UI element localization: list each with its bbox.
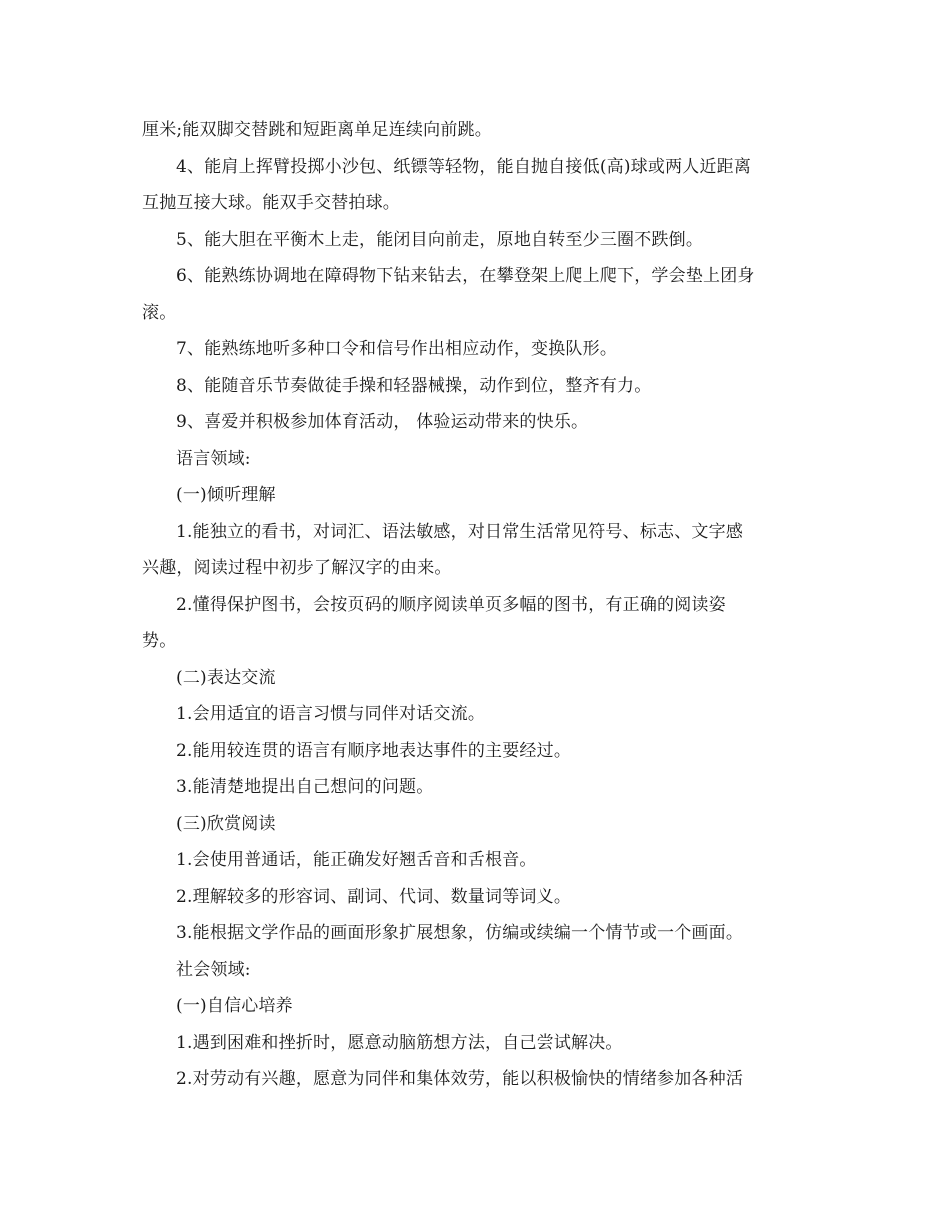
text-line: 2.理解较多的形容词、副词、代词、数量词等词义。 [176,886,572,907]
subsection-heading: (二)表达交流 [176,667,276,688]
text-line: 9、喜爱并积极参加体育活动， 体验运动带来的快乐。 [176,412,589,432]
text-line: 厘米;能双脚交替跳和短距离单足连续向前跳。 [142,120,492,140]
text-line: 1.能独立的看书，对词汇、语法敏感，对日常生活常见符号、标志、文字感 [176,521,744,542]
text-line: 滚。 [142,302,177,323]
text-line: 8、能随音乐节奏做徒手操和轻器械操，动作到位，整齐有力。 [176,375,652,396]
text-line: 1.遇到困难和挫折时，愿意动脑筋想方法，自己尝试解决。 [176,1032,623,1053]
text-line: 2.能用较连贯的语言有顺序地表达事件的主要经过。 [176,740,572,761]
text-line: 5、能大胆在平衡木上走，能闭目向前走，原地自转至少三圈不跌倒。 [176,229,704,250]
text-line: 7、能熟练地听多种口令和信号作出相应动作，变换队形。 [176,339,618,359]
text-line: 互抛互接大球。能双手交替拍球。 [142,193,400,213]
text-line: 3.能根据文学作品的画面形象扩展想象，仿编或续编一个情节或一个画面。 [176,923,744,943]
subsection-heading: (一)自信心培养 [176,996,293,1016]
section-heading: 语言领域: [176,448,251,469]
text-line: 1.会用适宜的语言习惯与同伴对话交流。 [176,704,486,724]
text-line: 2.懂得保护图书，会按页码的顺序阅读单页多幅的图书，有正确的阅读姿 [176,594,726,615]
text-line: 1.会使用普通话，能正确发好翘舌音和舌根音。 [176,850,537,870]
text-line: 兴趣，阅读过程中初步了解汉字的由来。 [142,558,452,578]
subsection-heading: (一)倾听理解 [176,485,276,505]
text-line: 2.对劳动有兴趣，愿意为同伴和集体效劳，能以积极愉快的情绪参加各种活 [176,1069,744,1089]
document-page [142,112,812,1098]
text-line: 4、能肩上挥臂投掷小沙包、纸镖等轻物，能自抛自接低(高)球或两人近距离 [176,156,752,177]
text-line: 6、能熟练协调地在障碍物下钻来钻去，在攀登架上爬上爬下，学会垫上团身 [176,266,755,286]
text-line: 势。 [142,631,177,651]
section-heading: 社会领域: [176,959,251,980]
text-line: 3.能清楚地提出自己想问的问题。 [176,777,434,797]
subsection-heading: (三)欣赏阅读 [176,813,276,834]
